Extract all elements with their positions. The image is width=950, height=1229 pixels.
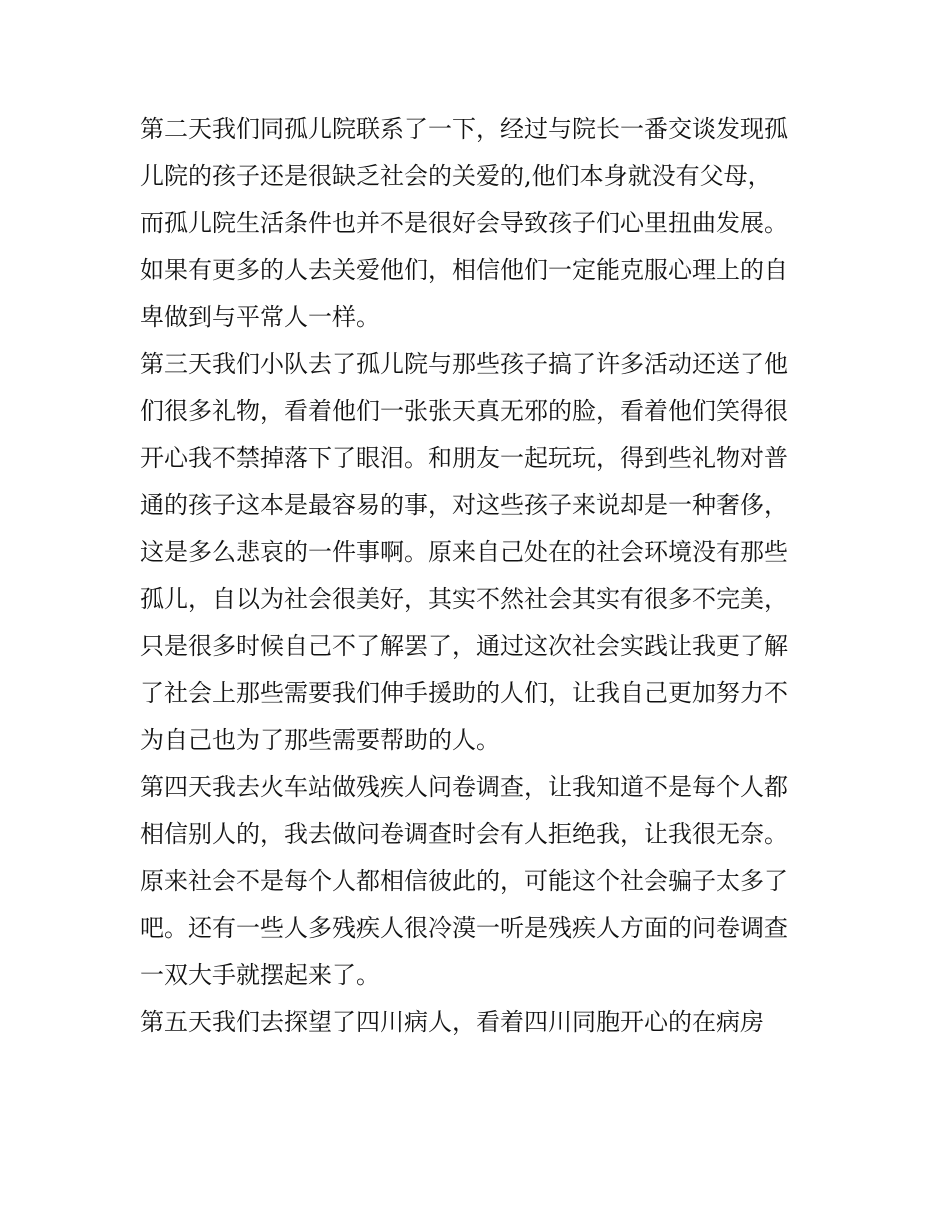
text-line: 开心我不禁掉落下了眼泪。和朋友一起玩玩，得到些礼物对普 <box>140 444 788 472</box>
text-line: 为自己也为了那些需要帮助的人。 <box>140 726 500 754</box>
text-line: 第五天我们去探望了四川病人，看着四川同胞开心的在病房 <box>140 1008 764 1036</box>
paragraph-day-five <box>140 999 830 1046</box>
paragraph-day-two <box>140 106 830 341</box>
text-line: 了社会上那些需要我们伸手援助的人们，让我自己更加努力不 <box>140 679 788 707</box>
document-body <box>140 106 830 1046</box>
text-line: 第三天我们小队去了孤儿院与那些孩子搞了许多活动还送了他 <box>140 350 788 378</box>
paragraph-day-four <box>140 764 830 999</box>
text-line: 第四天我去火车站做残疾人问卷调查，让我知道不是每个人都 <box>140 773 788 801</box>
text-line: 一双大手就摆起来了。 <box>140 961 380 989</box>
text-line: 第二天我们同孤儿院联系了一下，经过与院长一番交谈发现孤 <box>140 115 788 143</box>
text-line: 卑做到与平常人一样。 <box>140 303 380 331</box>
text-line: 原来社会不是每个人都相信彼此的，可能这个社会骗子太多了 <box>140 867 788 895</box>
text-line: 只是很多时候自己不了解罢了，通过这次社会实践让我更了解 <box>140 632 788 660</box>
text-line: 这是多么悲哀的一件事啊。原来自己处在的社会环境没有那些 <box>140 538 788 566</box>
text-line: 通的孩子这本是最容易的事，对这些孩子来说却是一种奢侈， <box>140 491 788 519</box>
text-line: 相信别人的，我去做问卷调查时会有人拒绝我，让我很无奈。 <box>140 820 788 848</box>
text-line: 们很多礼物，看着他们一张张天真无邪的脸，看着他们笑得很 <box>140 397 788 425</box>
text-line: 如果有更多的人去关爱他们，相信他们一定能克服心理上的自 <box>140 256 788 284</box>
text-line: 孤儿，自以为社会很美好，其实不然社会其实有很多不完美， <box>140 585 788 613</box>
text-line: 儿院的孩子还是很缺乏社会的关爱的,他们本身就没有父母， <box>140 162 772 190</box>
text-line: 而孤儿院生活条件也并不是很好会导致孩子们心里扭曲发展。 <box>140 209 788 237</box>
text-line: 吧。还有一些人多残疾人很冷漠一听是残疾人方面的问卷调查 <box>140 914 788 942</box>
paragraph-day-three <box>140 341 830 764</box>
